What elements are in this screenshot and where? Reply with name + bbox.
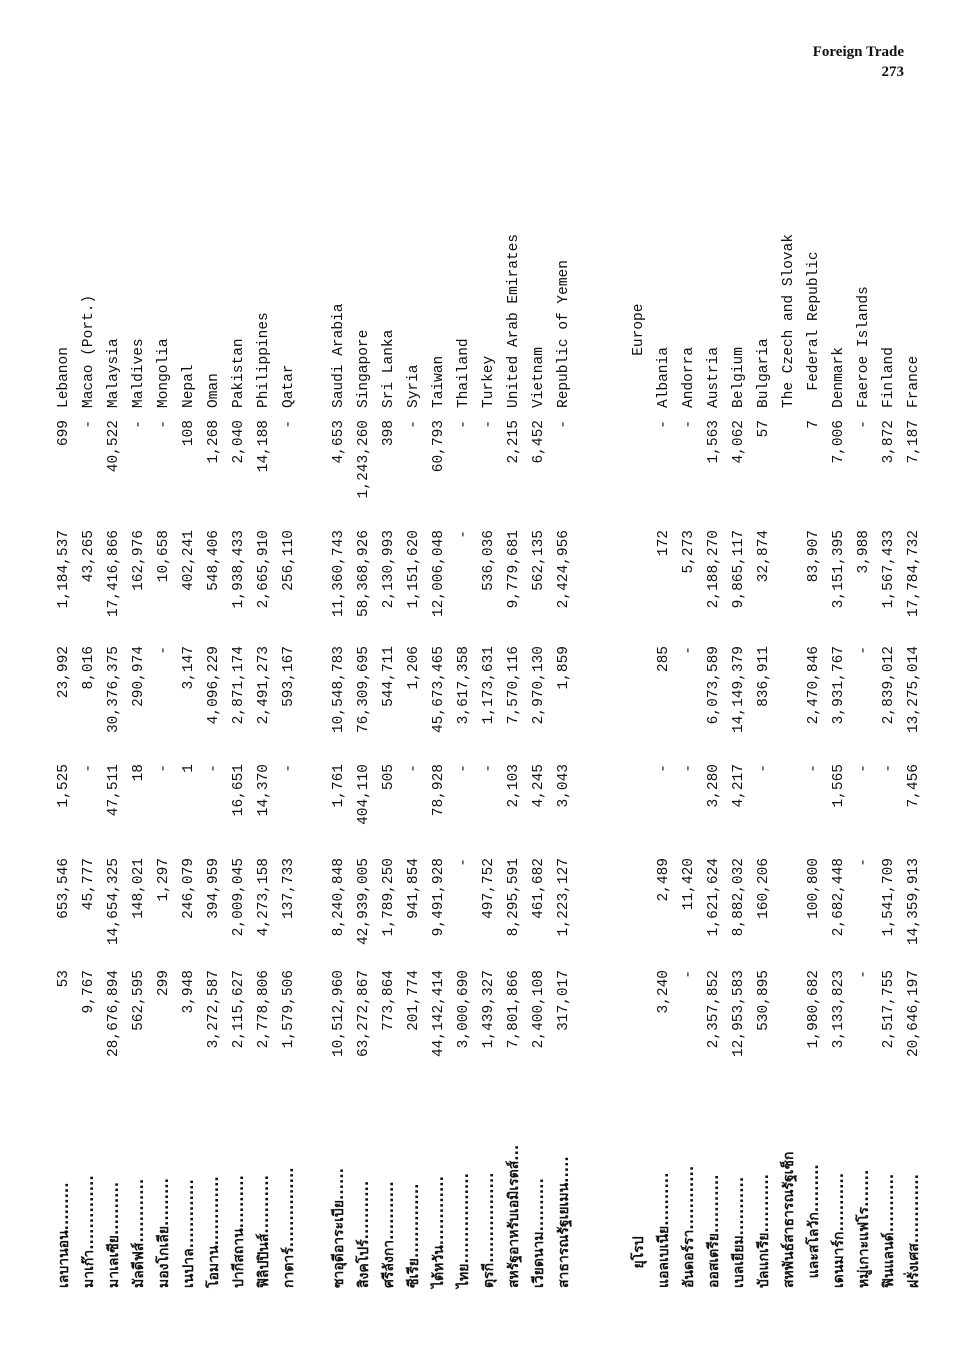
thai-country-name: สหรัฐอาหรับเอมิเรตส์... (506, 1144, 522, 1288)
thai-country-name: โอมาน............. (206, 1176, 222, 1288)
trade-value (302, 858, 326, 966)
trade-value: 3,931,767 (831, 646, 847, 725)
trade-value (627, 530, 651, 638)
trade-value: 11,420 (681, 858, 697, 911)
trade-value: 562,135 (531, 530, 547, 591)
country-name: Denmark (831, 347, 847, 408)
trade-value (627, 858, 651, 966)
country-name: Bulgaria (756, 338, 772, 408)
trade-value: 699 (56, 420, 72, 447)
trade-value: - (156, 420, 172, 429)
trade-value: 76,309,695 (356, 646, 372, 734)
country-name: Vietnam (531, 347, 547, 408)
trade-value: - (681, 420, 697, 429)
thai-country-name: ศรีลังกา........... (381, 1181, 397, 1288)
thai-country-name: เนปาล............. (181, 1179, 197, 1288)
thai-country-name: ปากีสถาน.......... (231, 1175, 247, 1288)
trade-value: 32,874 (756, 530, 772, 583)
thai-country-name: หมู่เกาะแฟโร....... (856, 1169, 872, 1288)
trade-value: 14,188 (256, 420, 272, 473)
trade-value: 18 (131, 764, 147, 782)
thai-country-name: ฝรั่งเศส............. (906, 1174, 922, 1288)
trade-value: 836,911 (756, 646, 772, 707)
trade-value (777, 646, 801, 758)
trade-value: 941,854 (406, 858, 422, 919)
trade-value: 63,272,867 (356, 970, 372, 1058)
thai-country-name: ตุรกี................. (481, 1172, 497, 1288)
trade-value (602, 764, 626, 856)
trade-value: - (406, 764, 422, 773)
trade-value: 2,115,627 (231, 970, 247, 1049)
trade-value (302, 970, 326, 1078)
trade-value: 172 (656, 530, 672, 557)
country-name: Syria (406, 364, 422, 408)
trade-value (577, 858, 601, 966)
trade-value: 108 (181, 420, 197, 447)
country-name: Andorra (681, 347, 697, 408)
trade-value: 2,491,273 (256, 646, 272, 725)
country-name: Finland (881, 347, 897, 408)
trade-value: - (281, 420, 297, 429)
value-column-6 (46, 420, 921, 518)
thai-country-name: สาธารณรัฐเยเมน..... (556, 1156, 572, 1288)
country-name: Turkey (481, 355, 497, 408)
trade-value (577, 420, 601, 518)
trade-value: 2,357,852 (706, 970, 722, 1049)
trade-value: - (656, 764, 672, 773)
country-name: Saudi Arabia (331, 303, 347, 408)
country-name: Federal Republic (806, 251, 822, 408)
trade-value (777, 420, 801, 518)
trade-value: 3,043 (556, 764, 572, 808)
trade-value: 160,206 (756, 858, 772, 919)
value-column-2 (46, 858, 921, 966)
trade-value: - (556, 420, 572, 429)
trade-value: 40,522 (106, 420, 122, 473)
thai-country-name: เวียดนาม.......... (531, 1178, 547, 1288)
trade-value: 100,800 (806, 858, 822, 919)
thai-country-name (577, 1088, 601, 1288)
trade-value: 12,006,048 (431, 530, 447, 618)
trade-value: 317,017 (556, 970, 572, 1031)
english-country-column (46, 158, 921, 408)
trade-value: 78,928 (431, 764, 447, 817)
thai-country-name (602, 1088, 626, 1288)
page-number: 273 (881, 64, 904, 80)
trade-value: 1,184,537 (56, 530, 72, 609)
trade-value: 44,142,414 (431, 970, 447, 1058)
trade-value: 3,280 (706, 764, 722, 808)
trade-value: 14,359,913 (906, 858, 922, 946)
country-name: France (906, 355, 922, 408)
trade-value: 10,512,960 (331, 970, 347, 1058)
country-name: The Czech and Slovak (781, 233, 797, 408)
trade-value: 16,651 (231, 764, 247, 817)
trade-value: 2,778,806 (256, 970, 272, 1049)
trade-value: 461,682 (531, 858, 547, 919)
trade-value (627, 970, 651, 1078)
trade-value (602, 858, 626, 966)
trade-table (46, 153, 921, 1288)
trade-value: 2,489 (656, 858, 672, 902)
thai-country-name: เดนมาร์ก........... (831, 1172, 847, 1288)
trade-value: 10,658 (156, 530, 172, 583)
trade-value: 1,565 (831, 764, 847, 808)
trade-value: 4,273,158 (256, 858, 272, 937)
trade-value (777, 858, 801, 966)
trade-value: 137,733 (281, 858, 297, 919)
value-column-1 (46, 970, 921, 1078)
trade-value: - (156, 764, 172, 773)
trade-value: 1,297 (156, 858, 172, 902)
trade-value: 256,110 (281, 530, 297, 591)
thai-country-name: มาเลเซีย.......... (106, 1181, 122, 1288)
trade-value: 1 (181, 764, 197, 773)
trade-value: 1,980,682 (806, 970, 822, 1049)
trade-value: - (856, 970, 872, 979)
trade-value: 8,240,848 (331, 858, 347, 937)
trade-value (577, 646, 601, 758)
trade-value: 17,416,866 (106, 530, 122, 618)
trade-value: 1,761 (331, 764, 347, 808)
trade-value: 4,062 (731, 420, 747, 464)
trade-value: 1,859 (556, 646, 572, 690)
trade-value: 45,673,465 (431, 646, 447, 734)
trade-value: 2,871,174 (231, 646, 247, 725)
trade-value: 201,774 (406, 970, 422, 1031)
trade-value: - (856, 858, 872, 867)
trade-value: - (456, 420, 472, 429)
trade-value: 3,151,395 (831, 530, 847, 609)
trade-value (602, 970, 626, 1078)
trade-value: - (681, 764, 697, 773)
trade-value: 1,563 (706, 420, 722, 464)
trade-value: 1,173,631 (481, 646, 497, 725)
trade-value: 562,595 (131, 970, 147, 1031)
trade-value: 3,147 (181, 646, 197, 690)
trade-value: - (681, 970, 697, 979)
trade-value: 45,777 (81, 858, 97, 911)
trade-value: 1,525 (56, 764, 72, 808)
trade-value: 47,511 (106, 764, 122, 817)
trade-value (302, 530, 326, 638)
trade-value: 2,839,012 (881, 646, 897, 725)
trade-value: 593,167 (281, 646, 297, 707)
trade-value: 14,654,325 (106, 858, 122, 946)
trade-value: 8,295,591 (506, 858, 522, 937)
trade-value: 530,895 (756, 970, 772, 1031)
trade-value: 1,567,433 (881, 530, 897, 609)
trade-value: 3,872 (881, 420, 897, 464)
thai-country-name: กาตาร์............... (281, 1167, 297, 1288)
trade-value: - (681, 646, 697, 655)
trade-value: 285 (656, 646, 672, 673)
trade-value: 1,243,260 (356, 420, 372, 499)
country-name: Thailand (456, 338, 472, 408)
thai-country-name: มัลดีฟส์............ (131, 1178, 147, 1288)
trade-value: 402,241 (181, 530, 197, 591)
trade-value: 162,976 (131, 530, 147, 591)
thai-country-column (46, 1088, 921, 1288)
trade-value: 4,096,229 (206, 646, 222, 725)
trade-value: 2,040 (231, 420, 247, 464)
trade-value: 20,646,197 (906, 970, 922, 1058)
country-name: Europe (631, 303, 647, 408)
trade-value: 30,376,375 (106, 646, 122, 734)
trade-value: - (806, 764, 822, 773)
trade-value: 8,882,032 (731, 858, 747, 937)
thai-country-name: สหพันธ์สาธารณรัฐเช็ก (781, 1151, 797, 1288)
thai-country-name: ไต้หวัน............. (431, 1176, 447, 1288)
thai-country-name: ยุโรป (631, 1236, 647, 1288)
trade-value: 7,456 (906, 764, 922, 808)
trade-value: 2,130,993 (381, 530, 397, 609)
trade-value (577, 764, 601, 856)
trade-value (602, 420, 626, 518)
thai-country-name: ซีเรีย.............. (406, 1183, 422, 1288)
trade-value: 3,240 (656, 970, 672, 1014)
thai-country-name: ไทย................. (456, 1173, 472, 1288)
trade-value: 7,570,116 (506, 646, 522, 725)
thai-country-name: สิงคโปร์........... (356, 1180, 372, 1288)
thai-country-name: ออสเตรีย........... (706, 1174, 722, 1288)
trade-value (302, 764, 326, 856)
trade-value: 3,133,823 (831, 970, 847, 1049)
trade-value: 7,801,866 (506, 970, 522, 1049)
thai-country-name: เลบานอน......... (56, 1182, 72, 1288)
country-name (577, 158, 601, 408)
trade-value: 2,103 (506, 764, 522, 808)
trade-value: 23,992 (56, 646, 72, 699)
country-name: Maldives (131, 338, 147, 408)
country-name: Republic of Yemen (556, 260, 572, 408)
trade-value: 12,953,583 (731, 970, 747, 1058)
trade-value: 9,767 (81, 970, 97, 1014)
trade-value: 2,665,910 (256, 530, 272, 609)
trade-value (302, 420, 326, 518)
trade-value (777, 970, 801, 1078)
trade-value: 4,653 (331, 420, 347, 464)
country-name: Albania (656, 347, 672, 408)
trade-value: 1,439,327 (481, 970, 497, 1049)
trade-value (602, 646, 626, 758)
trade-value: 2,970,130 (531, 646, 547, 725)
country-name: Malaysia (106, 338, 122, 408)
trade-value: 83,907 (806, 530, 822, 583)
trade-value: 1,579,506 (281, 970, 297, 1049)
country-name: Nepal (181, 364, 197, 408)
trade-value: 1,151,620 (406, 530, 422, 609)
trade-value: 14,149,379 (731, 646, 747, 734)
trade-value: 2,517,755 (881, 970, 897, 1049)
trade-value: 299 (156, 970, 172, 997)
trade-value: - (406, 420, 422, 429)
trade-value: 1,206 (406, 646, 422, 690)
trade-value: 246,079 (181, 858, 197, 919)
trade-value: - (131, 420, 147, 429)
trade-value: - (81, 764, 97, 773)
trade-value: 394,959 (206, 858, 222, 919)
trade-value: 544,711 (381, 646, 397, 707)
value-column-4 (46, 646, 921, 758)
trade-value: 6,452 (531, 420, 547, 464)
trade-value: 1,789,250 (381, 858, 397, 937)
country-name: Taiwan (431, 355, 447, 408)
trade-value (602, 530, 626, 638)
trade-value: - (81, 420, 97, 429)
trade-value: 3,000,690 (456, 970, 472, 1049)
trade-value: 8,016 (81, 646, 97, 690)
trade-value: 536,036 (481, 530, 497, 591)
trade-value: 4,217 (731, 764, 747, 808)
trade-value: 14,370 (256, 764, 272, 817)
trade-value: 505 (381, 764, 397, 791)
country-name: Belgium (731, 347, 747, 408)
trade-value (627, 646, 651, 758)
thai-country-name (302, 1088, 326, 1288)
trade-value: 1,938,433 (231, 530, 247, 609)
trade-value: 2,424,956 (556, 530, 572, 609)
trade-value: 653,546 (56, 858, 72, 919)
thai-country-name: แอลเบเนีย.......... (656, 1172, 672, 1288)
trade-value: - (281, 764, 297, 773)
trade-value (302, 646, 326, 758)
trade-value: 43,265 (81, 530, 97, 583)
country-name: Philippines (256, 312, 272, 408)
trade-value: 7,006 (831, 420, 847, 464)
trade-value: 398 (381, 420, 397, 447)
trade-value: 10,548,783 (331, 646, 347, 734)
trade-value: 2,682,448 (831, 858, 847, 937)
trade-value: 1,541,709 (881, 858, 897, 937)
value-column-5 (46, 530, 921, 638)
trade-value (577, 530, 601, 638)
trade-value: - (481, 764, 497, 773)
trade-value: - (156, 646, 172, 655)
country-name: Faeroe Islands (856, 286, 872, 408)
thai-country-name: และสโลวัก......... (806, 1164, 822, 1288)
trade-value: 2,215 (506, 420, 522, 464)
trade-value: - (856, 646, 872, 655)
trade-value: 11,360,743 (331, 530, 347, 618)
value-column-3 (46, 764, 921, 856)
trade-value: 290,974 (131, 646, 147, 707)
country-name: Singapore (356, 329, 372, 408)
country-name (602, 158, 626, 408)
trade-value: - (456, 530, 472, 539)
section-title: Foreign Trade (812, 44, 904, 60)
trade-value: 17,784,732 (906, 530, 922, 618)
trade-value: - (206, 764, 222, 773)
trade-value: 9,865,117 (731, 530, 747, 609)
thai-country-name: บัลแกเรีย........... (756, 1174, 772, 1288)
trade-value: 1,223,127 (556, 858, 572, 937)
trade-value (577, 970, 601, 1078)
thai-country-name: มาเก๊า.............. (81, 1175, 97, 1288)
country-name: United Arab Emirates (506, 233, 522, 408)
country-name: Austria (706, 347, 722, 408)
trade-value: 404,110 (356, 764, 372, 825)
trade-value: - (456, 858, 472, 867)
trade-value: 4,245 (531, 764, 547, 808)
thai-country-name: อันดอร์รา............ (681, 1165, 697, 1288)
country-name: Qatar (281, 364, 297, 408)
trade-value: - (856, 764, 872, 773)
trade-value: 1,268 (206, 420, 222, 464)
trade-value: 2,188,270 (706, 530, 722, 609)
trade-value: 53 (56, 970, 72, 988)
trade-value: 148,021 (131, 858, 147, 919)
trade-value: 548,406 (206, 530, 222, 591)
trade-value: 1,621,624 (706, 858, 722, 937)
country-name: Macao (Port.) (81, 294, 97, 408)
trade-value: 5,273 (681, 530, 697, 574)
trade-value: 7,187 (906, 420, 922, 464)
trade-value: 13,275,014 (906, 646, 922, 734)
thai-country-name: ฟิลิปปินส์........... (256, 1175, 272, 1288)
trade-value: 2,470,846 (806, 646, 822, 725)
trade-value: - (656, 420, 672, 429)
country-name: Sri Lanka (381, 329, 397, 408)
trade-value: 773,864 (381, 970, 397, 1031)
trade-value (777, 764, 801, 856)
trade-value: 9,491,928 (431, 858, 447, 937)
trade-value: 7 (806, 420, 822, 429)
trade-value (627, 420, 651, 518)
trade-value: - (756, 764, 772, 773)
thai-country-name: เบลเยียม........... (731, 1176, 747, 1288)
trade-value: 2,009,045 (231, 858, 247, 937)
thai-country-name: ซาอุดีอาระเบีย...... (331, 1168, 347, 1288)
trade-value: 2,400,108 (531, 970, 547, 1049)
trade-value: 3,617,358 (456, 646, 472, 725)
trade-value: 28,676,894 (106, 970, 122, 1058)
trade-value: 60,793 (431, 420, 447, 473)
trade-value: 3,272,587 (206, 970, 222, 1049)
trade-value: - (856, 420, 872, 429)
trade-value (627, 764, 651, 856)
trade-value: 57 (756, 420, 772, 438)
trade-value: 42,939,005 (356, 858, 372, 946)
trade-value: 3,948 (181, 970, 197, 1014)
country-name (302, 158, 326, 408)
trade-value: 497,752 (481, 858, 497, 919)
country-name: Lebanon (56, 347, 72, 408)
country-name: Pakistan (231, 338, 247, 408)
country-name: Mongolia (156, 338, 172, 408)
trade-value: - (481, 420, 497, 429)
trade-value: - (456, 764, 472, 773)
country-name: Oman (206, 373, 222, 408)
trade-value: - (881, 764, 897, 773)
thai-country-name: มองโกเลีย......... (156, 1178, 172, 1288)
trade-value: 3,988 (856, 530, 872, 574)
trade-value (777, 530, 801, 638)
trade-value: 58,368,926 (356, 530, 372, 618)
thai-country-name: ฟินแลนด์........... (881, 1173, 897, 1288)
trade-value: 6,073,589 (706, 646, 722, 725)
trade-value: 9,779,681 (506, 530, 522, 609)
